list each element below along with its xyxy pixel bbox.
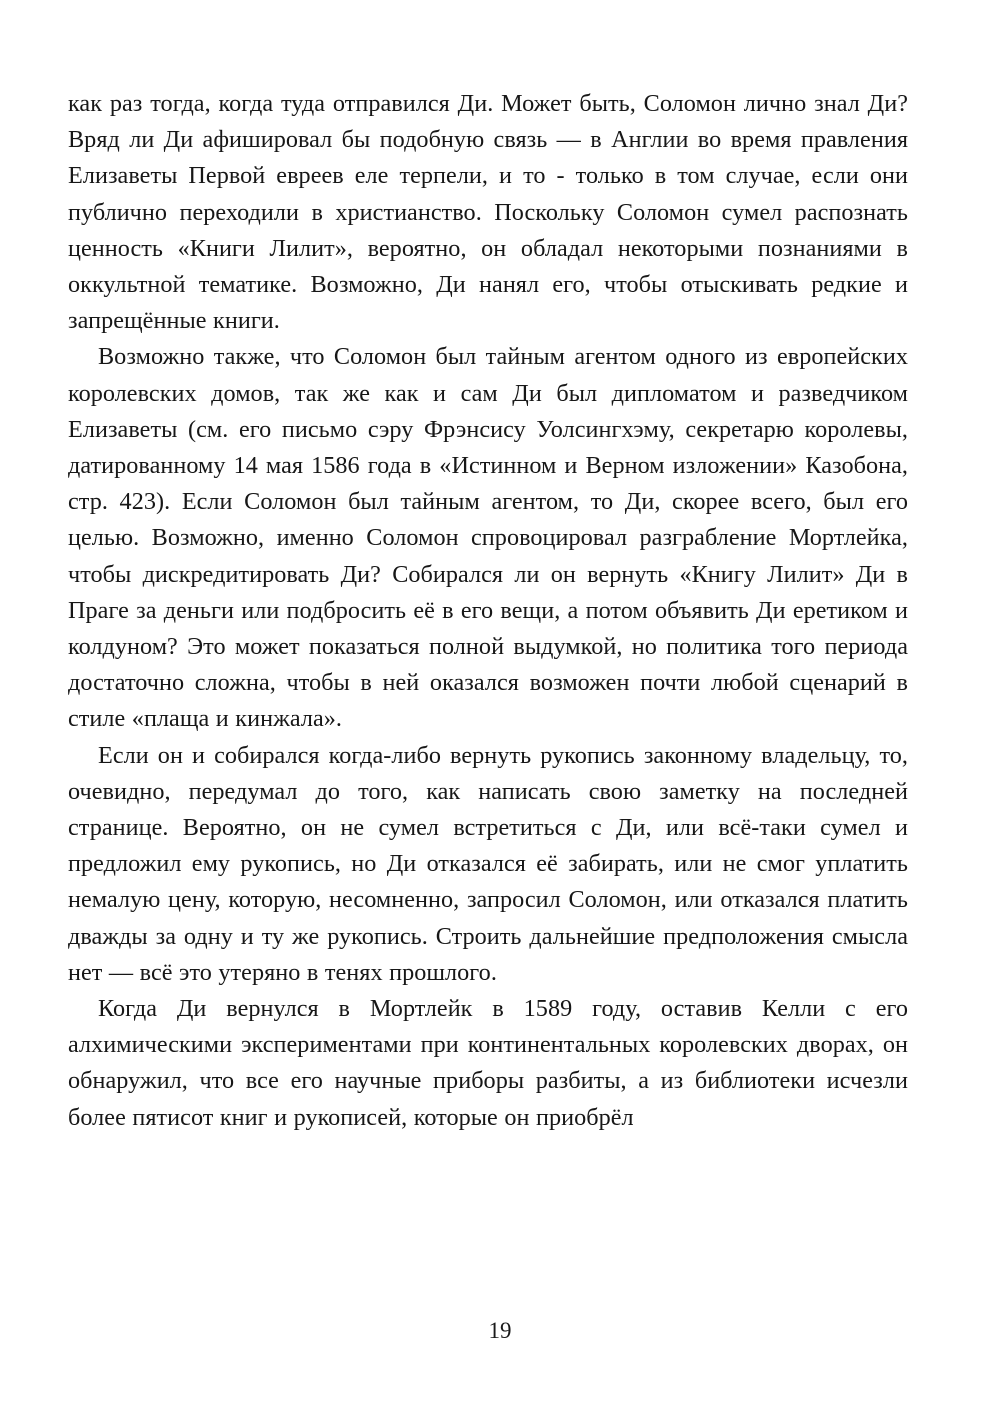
paragraph-continuation: как раз тогда, когда туда отправился Ди. Может быть, Соломон лично знал Ди? Вряд ли Ди афишировал бы подобную связь — в Англии во время правления Елизаветы Первой евреев еле терпели, и то - только в том случае, если они публично переходили в христианство. Поскольку Соломон сумел распознать ценность «Книги Лилит», вероятно, он обладал некоторыми познаниями в оккультной тематике. Возможно, Ди нанял его, чтобы отыскивать редкие и запрещённые книги. xyxy=(68,90,908,335)
page-number: 19 xyxy=(488,1318,512,1343)
paragraph-return-to-mortlake: Когда Ди вернулся в Мортлейк в 1589 году, оставив Келли с его алхимическими экспериментами при континентальных королевских дворах, он обнаружил, что все его научные приборы разбиты, а из библиотеки исчезли более пятисот книг и рукописей, которые он приобрёл xyxy=(68,995,908,1131)
page-text-body xyxy=(68,86,908,1136)
paragraph-secret-agent: Возможно также, что Соломон был тайным агентом одного из европейских королевских домов, так же как и сам Ди был дипломатом и разведчиком Елизаветы (см. его письмо сэру Фрэнсису Уолсингхэму, секретарю королевы, датированному 14 мая 1586 года в «Истинном и Верном изложении» Казобона, стр. 423). Если Соломон был тайным агентом, то Ди, скорее всего, был его целью. Возможно, именно Соломон спровоцировал разграбление Мортлейка, чтобы дискредитировать Ди? Собирался ли он вернуть «Книгу Лилит» Ди в Праге за деньги или подбросить её в его вещи, а потом объявить Ди еретиком и колдуном? Это может показаться полной выдумкой, но политика того периода достаточно сложна, чтобы в ней оказался возможен почти любой сценарий в стиле «плаща и кинжала». xyxy=(68,343,908,733)
paragraph-manuscript-return: Если он и собирался когда-либо вернуть рукопись законному владельцу, то, очевидно, передумал до того, как написать свою заметку на последней странице. Вероятно, он не сумел встретиться с Ди, или всё-таки сумел и предложил ему рукопись, но Ди отказался её забирать, или не смог уплатить немалую цену, которую, несомненно, запросил Соломон, или отказался платить дважды за одну и ту же рукопись. Строить дальнейшие предположения смысла нет — всё это утеряно в тенях прошлого. xyxy=(68,741,908,986)
